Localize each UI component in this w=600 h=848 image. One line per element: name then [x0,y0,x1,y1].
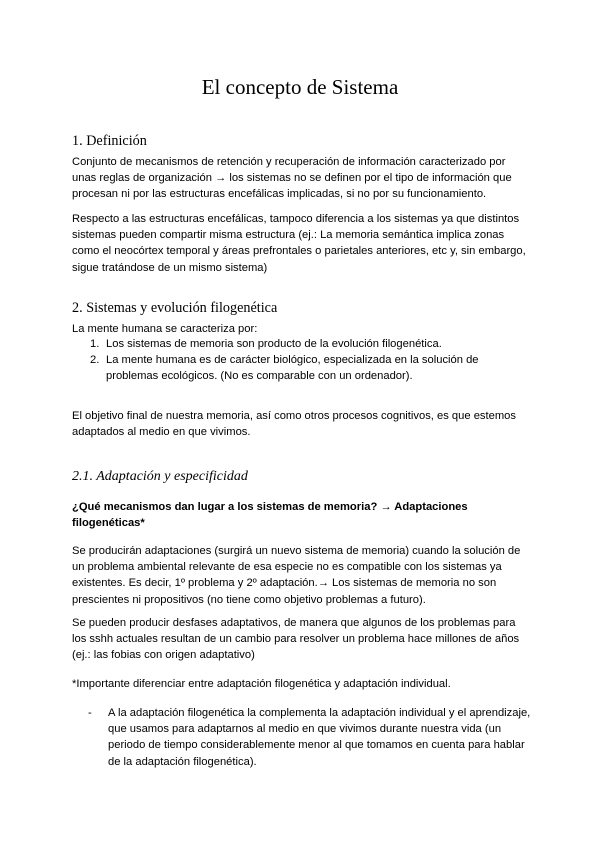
paragraph-estructuras: Respecto a las estructuras encefálicas, tampoco diferencia a los sistemas ya que distintos sistemas pueden compartir misma estructura (ej.: La memoria semántica implica zonas como el neocórtex temporal y áreas prefrontales o parietales anteriores, etc y, sin embargo, sigue tratándose de un mismo sistema) [72,213,526,274]
page-title: El concepto de Sistema [201,75,399,99]
paragraph-definicion: Conjunto de mecanismos de retención y recuperación de información caracterizado por unas reglas de organización → los sistemas no se definen por el tipo de información que procesan ni por las estructuras encefálicas implicadas, si no por su funcionamiento. [72,156,512,201]
list-item-text: La mente humana es de carácter biológico, especializada en la solución de problemas ecológicos. (No es comparable con un ordenador). [106,354,479,383]
section-heading-sistemas-evolucion: 2. Sistemas y evolución filogenética [72,300,278,316]
list-item-number: 1. [90,338,100,350]
subsection-heading-adaptacion: 2.1. Adaptación y especificidad [72,469,248,484]
list-item-number: 2. [90,354,100,367]
section-heading-definicion: 1. Definición [72,133,147,149]
bullet-dash: - [88,707,92,719]
bullet-item [88,705,532,770]
paragraph-question: ¿Qué mecanismos dan lugar a los sistemas de memoria? → Adaptaciones filogenéticas* [72,501,468,530]
paragraph-mente-intro: La mente humana se caracteriza por: [72,323,258,335]
list-item [72,352,532,384]
paragraph-desfases: Se pueden producir desfases adaptativos, de manera que algunos de los problemas para los sshh actuales resultan de un cambio para resolver un problema hace millones de años (ej.: las fobias con origen adaptativo) [72,617,520,662]
bullet-text: A la adaptación filogenética la complementa la adaptación individual y el aprendizaje, que usamos para adaptarnos al medio en que vivimos durante nuestra vida (un periodo de tiempo considerablemente menor al que tomamos en cuenta para hablar de la adaptación filogenética). [108,707,531,768]
paragraph-adaptaciones: Se producirán adaptaciones (surgirá un nuevo sistema de memoria) cuando la solución de un problema ambiental relevante de esa especie no es compatible con los sistemas ya existentes. Es decir, 1º problema y 2º adaptación.→ Los sistemas de memoria no son prescientes ni propositivos (no tiene como objetivo problemas a futuro). [72,545,521,606]
numbered-list [72,336,532,385]
paragraph-nota: *Importante diferenciar entre adaptación filogenética y adaptación individual. [72,678,451,690]
list-item-text: Los sistemas de memoria son producto de la evolución filogenética. [106,338,442,350]
list-item [72,336,532,352]
paragraph-objetivo: El objetivo final de nuestra memoria, así como otros procesos cognitivos, es que estemos adaptados al medio en que vivimos. [72,410,516,439]
